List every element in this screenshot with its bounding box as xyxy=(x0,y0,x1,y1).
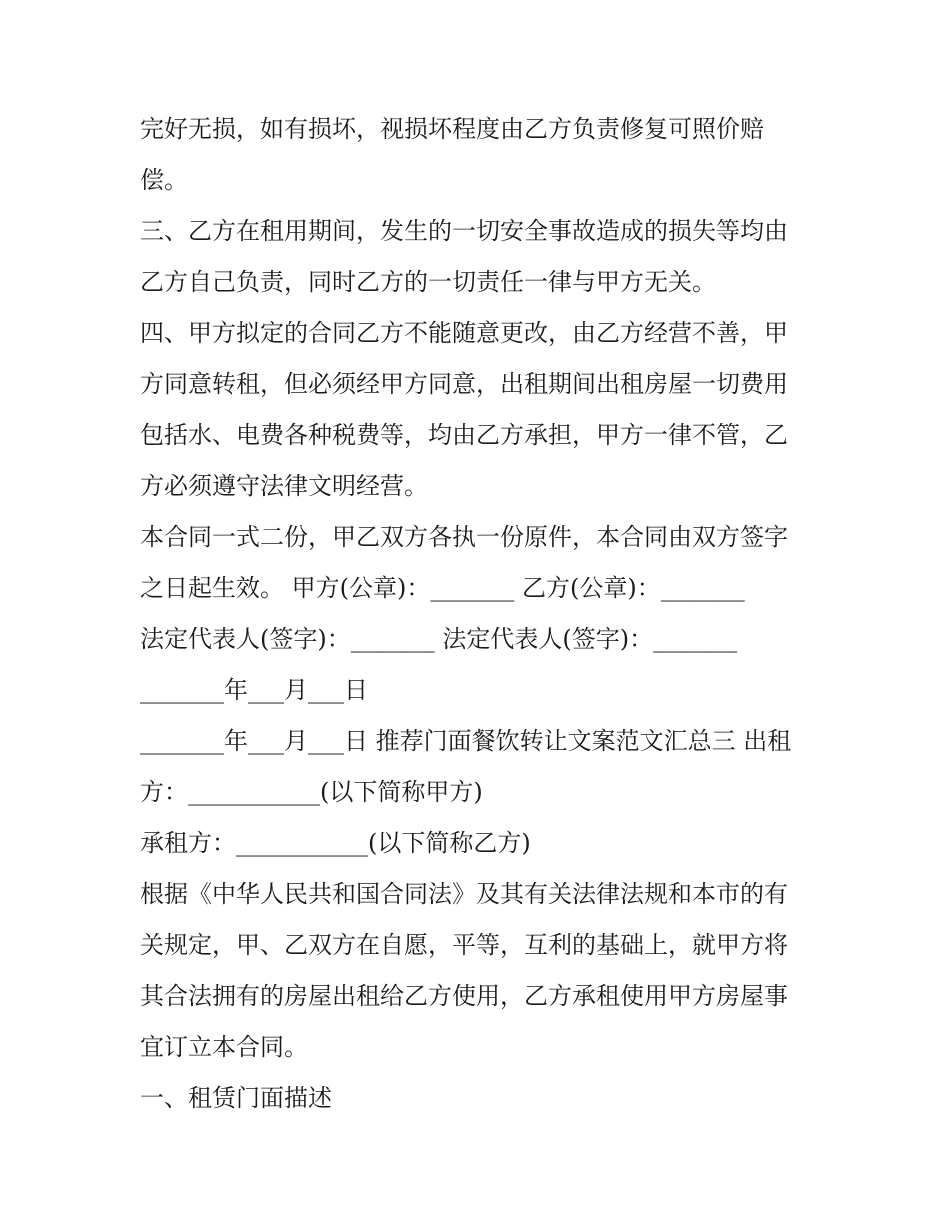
text-line: 方同意转租，但必须经甲方同意，出租期间出租房屋一切费用 xyxy=(140,370,788,398)
lessor-line: 方：___________(以下简称甲方) xyxy=(140,778,483,806)
document-body xyxy=(140,104,820,1124)
text-line: 其合法拥有的房屋出租给乙方使用，乙方承租使用甲方房屋事 xyxy=(140,982,788,1010)
signature-line-representatives: 法定代表人(签字)：_______ 法定代表人(签字)：_______ xyxy=(140,625,738,653)
text-line: 根据《中华人民共和国合同法》及其有关法律法规和本市的有 xyxy=(140,880,788,908)
text-line: 偿。 xyxy=(140,166,188,194)
text-line: 宜订立本合同。 xyxy=(140,1033,308,1061)
date-line: _______年___月___日 xyxy=(140,676,368,704)
text-line: 完好无损，如有损坏，视损坏程度由乙方负责修复可照价赔 xyxy=(140,115,764,143)
text-line: 三、乙方在租用期间，发生的一切安全事故造成的损失等均由 xyxy=(140,217,788,245)
signature-line-seals: 之日起生效。 甲方(公章)：_______ 乙方(公章)：_______ xyxy=(140,574,745,602)
lessee-line: 承租方：___________(以下简称乙方) xyxy=(140,829,531,857)
date-line-with-heading: _______年___月___日 推荐门面餐饮转让文案范文汇总三 出租 xyxy=(140,727,792,755)
section-heading: 一、租赁门面描述 xyxy=(140,1084,332,1112)
text-line: 本合同一式二份，甲乙双方各执一份原件，本合同由双方签字 xyxy=(140,523,788,551)
text-line: 四、甲方拟定的合同乙方不能随意更改，由乙方经营不善，甲 xyxy=(140,319,788,347)
text-line: 乙方自己负责，同时乙方的一切责任一律与甲方无关。 xyxy=(140,268,716,296)
text-line: 包括水、电费各种税费等，均由乙方承担，甲方一律不管，乙 xyxy=(140,421,788,449)
text-line: 方必须遵守法律文明经营。 xyxy=(140,472,428,500)
text-line: 关规定，甲、乙双方在自愿，平等，互利的基础上，就甲方将 xyxy=(140,931,788,959)
